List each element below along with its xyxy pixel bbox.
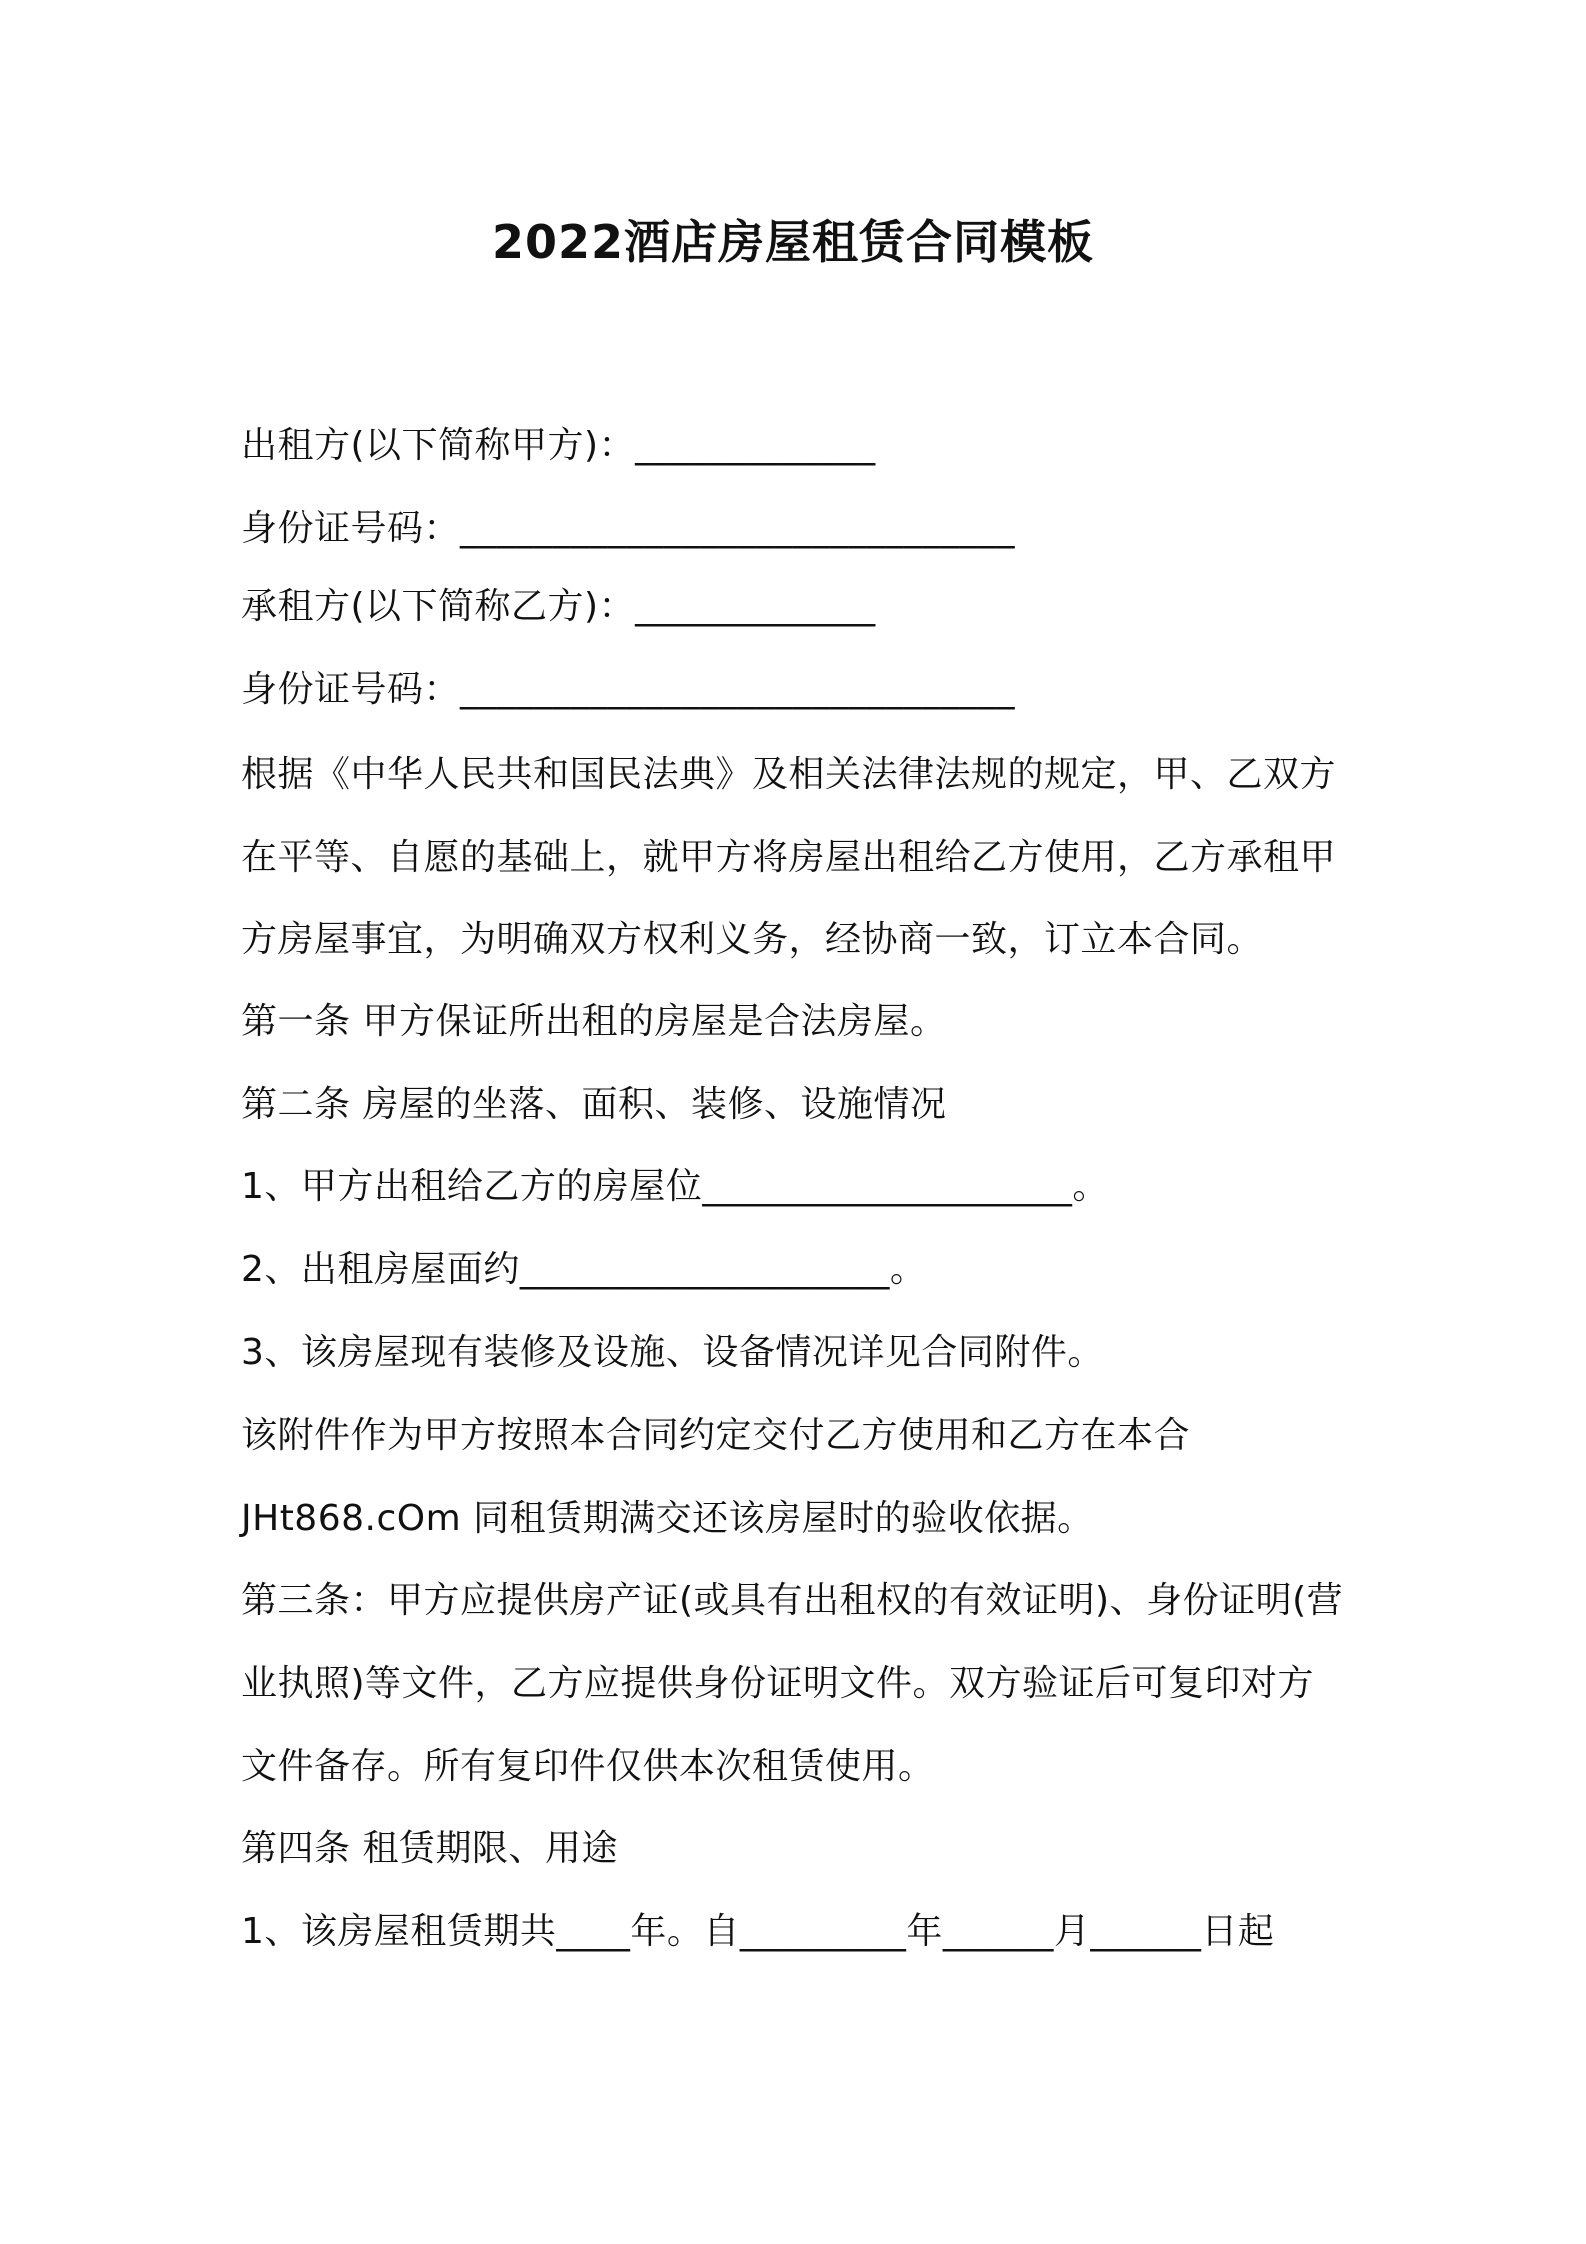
- attachment-line-2: JHt868.cOm 同租赁期满交还该房屋时的验收依据。: [241, 1498, 1094, 1539]
- document-body: [241, 405, 1361, 1952]
- article-3-line-3: 文件备存。所有复印件仅供本次租赁使用。: [241, 1746, 935, 1787]
- article-4-item-1: 1、该房屋租赁期共____年。自_________年______月______日起: [241, 1911, 1275, 1952]
- lessor-id-line: 身份证号码：______________________________: [241, 508, 1016, 549]
- article-3-line-2: 业执照)等文件，乙方应提供身份证明文件。双方验证后可复印对方: [241, 1663, 1315, 1704]
- lessee-id-line: 身份证号码：______________________________: [241, 669, 1016, 710]
- article-1: 第一条 甲方保证所出租的房屋是合法房屋。: [241, 1001, 947, 1042]
- article-2-item-3: 3、该房屋现有装修及设施、设备情况详见合同附件。: [241, 1332, 1104, 1373]
- preamble-line-2: 在平等、自愿的基础上，就甲方将房屋出租给乙方使用，乙方承租甲: [241, 837, 1337, 878]
- preamble-line-3: 方房屋事宜，为明确双方权利义务，经协商一致，订立本合同。: [241, 919, 1264, 960]
- attachment-line-1: 该附件作为甲方按照本合同约定交付乙方使用和乙方在本合: [241, 1415, 1191, 1456]
- article-3-line-1: 第三条：甲方应提供房产证(或具有出租权的有效证明)、身份证明(营: [241, 1580, 1344, 1621]
- article-2-heading: 第二条 房屋的坐落、面积、装修、设施情况: [241, 1084, 947, 1125]
- document-title: 2022酒店房屋租赁合同模板: [491, 215, 1095, 269]
- article-4-heading: 第四条 租赁期限、用途: [241, 1828, 618, 1869]
- lessor-line: 出租方(以下简称甲方)：_____________: [241, 425, 876, 466]
- article-2-item-2: 2、出租房屋面约____________________。: [241, 1249, 927, 1290]
- article-2-item-1: 1、甲方出租给乙方的房屋位____________________。: [241, 1166, 1109, 1207]
- lessee-line: 承租方(以下简称乙方)：_____________: [241, 586, 876, 627]
- preamble-line-1: 根据《中华人民共和国民法典》及相关法律法规的规定，甲、乙双方: [241, 754, 1337, 795]
